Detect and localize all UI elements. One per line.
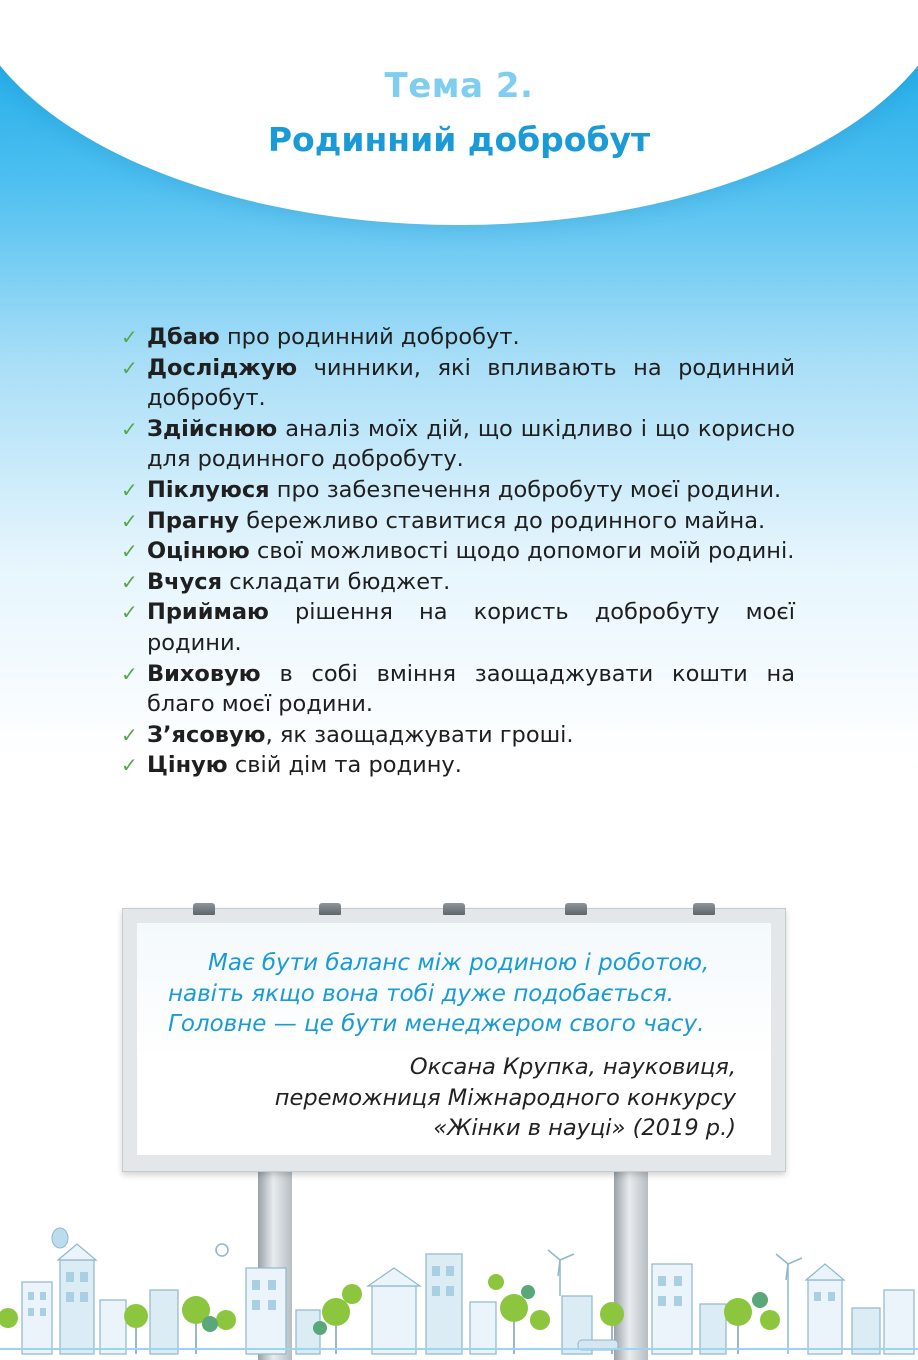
quote-line: навіть якщо вона тобі дуже подобається. [168, 980, 674, 1007]
quote-line: Має бути баланс між родиною і роботою, [208, 950, 710, 976]
billboard-lamp [693, 903, 715, 915]
list-item [121, 567, 795, 598]
billboard-lamp [319, 903, 341, 915]
check-icon: ✓ [121, 325, 138, 349]
check-icon: ✓ [121, 355, 138, 380]
quote [168, 948, 748, 1040]
goal-text: про забезпечення добробуту моєї родини. [269, 476, 782, 503]
goal-verb: Здійснюю [147, 415, 278, 442]
goal-verb: З’ясовую [147, 721, 266, 748]
list-item [121, 322, 795, 353]
check-icon: ✓ [121, 508, 138, 533]
goal-text: чинники, які впливають на родинний добробут. [147, 354, 795, 412]
list-item [121, 414, 795, 475]
author-line: «Жінки в науці» (2019 р.) [433, 1115, 736, 1141]
check-icon: ✓ [121, 722, 138, 747]
goal-text: про родинний добробут. [219, 324, 520, 350]
goal-verb: Оцінюю [147, 538, 250, 565]
header-banner [0, 0, 918, 225]
goal-verb: Приймаю [147, 599, 269, 626]
check-icon: ✓ [121, 569, 138, 594]
goal-verb: Піклуюся [147, 476, 270, 503]
goal-verb: Прагну [147, 507, 240, 534]
goal-verb: Дбаю [147, 324, 220, 350]
list-item [121, 536, 795, 567]
goal-text: в собі вміння заощаджувати кошти на благо моєї родини. [147, 660, 795, 718]
page-title: Родинний добробут [267, 120, 651, 159]
goal-verb: Ціную [147, 752, 228, 779]
author-line: переможниця Міжнародного конкурсу [274, 1084, 736, 1111]
goal-text: аналіз моїх дій, що шкідливо і що корисно для родинного добробуту. [147, 415, 795, 473]
quote-author [176, 1052, 736, 1144]
goal-text: свої можливості щодо допомоги моїй родині. [249, 538, 795, 565]
check-icon: ✓ [121, 661, 138, 686]
list-item [121, 506, 795, 537]
ground-line [0, 1348, 918, 1350]
goal-text: бережливо ставитися до родинного майна. [239, 507, 766, 534]
learning-goals-list [121, 322, 795, 781]
check-icon: ✓ [121, 600, 138, 625]
list-item [121, 597, 795, 658]
check-icon: ✓ [121, 416, 138, 441]
goal-verb: Досліджую [147, 354, 298, 381]
billboard-lamp [193, 903, 215, 915]
list-item [121, 475, 795, 506]
author-line: Оксана Крупка, науковиця, [409, 1054, 736, 1080]
goal-text: , як заощаджувати гроші. [265, 721, 574, 748]
list-item [121, 750, 795, 781]
goal-text: складати бюджет. [222, 568, 451, 595]
eco-city-illustration [0, 1220, 918, 1360]
check-icon: ✓ [121, 477, 138, 502]
theme-number: Тема 2. [384, 66, 534, 106]
billboard-lamp [565, 903, 587, 915]
list-item [121, 353, 795, 414]
check-icon: ✓ [121, 539, 138, 564]
quote-line: Головне — це бути менеджером свого часу. [168, 1011, 705, 1037]
goal-text: свій дім та родину. [227, 752, 462, 779]
list-item [121, 659, 795, 720]
check-icon: ✓ [121, 753, 138, 778]
goal-text: рішення на користь добробуту моєї родини. [147, 599, 795, 656]
billboard-lamp [443, 903, 465, 915]
goal-verb: Вчуся [147, 568, 223, 595]
list-item [121, 720, 795, 751]
goal-verb: Виховую [147, 660, 261, 687]
